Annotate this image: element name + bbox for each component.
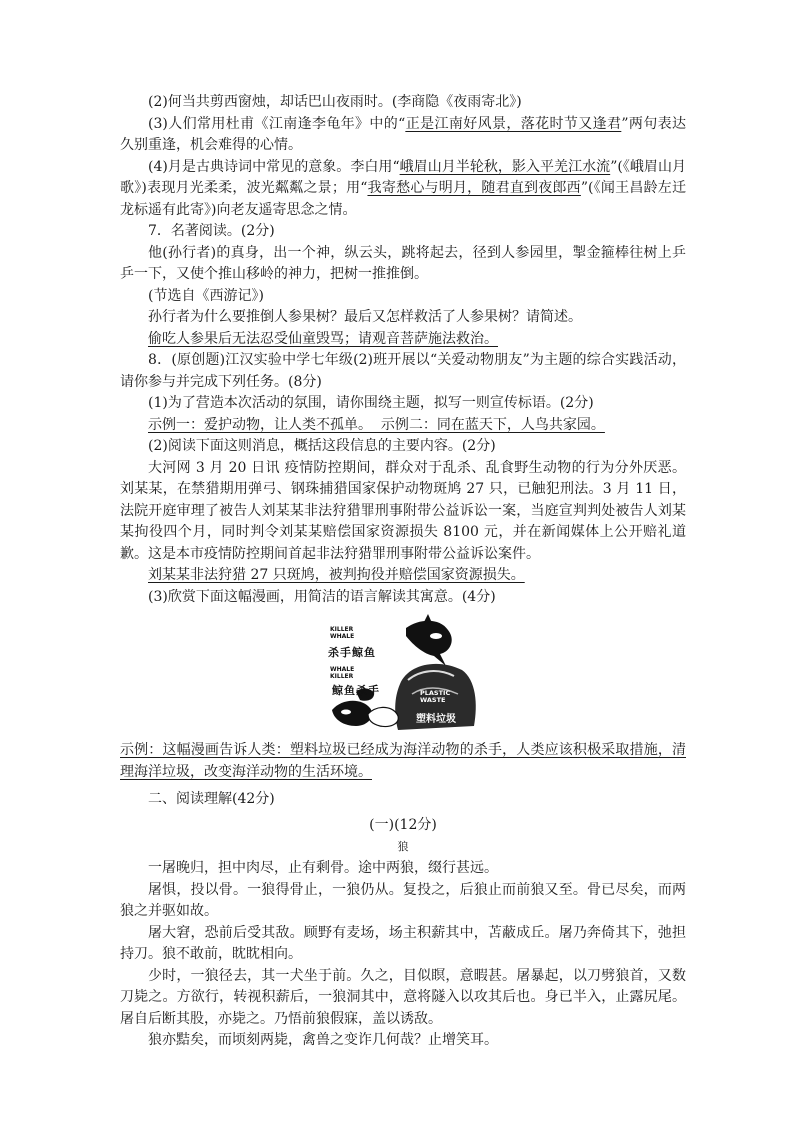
section-2-heading: 二、阅读理解(42分) bbox=[148, 791, 275, 807]
question-8-3-answer: 示例：这幅漫画告诉人类：塑料垃圾已经成为海洋动物的杀手，人类应该积极采取措施，清理海洋垃圾，改变海洋动物的生活环境。 bbox=[120, 742, 686, 780]
wolf-para-2: 屠惧，投以骨。一狼得骨止，一狼仍从。复投之，后狼止而前狼又至。骨已尽矣，而两狼之并驱如故。 bbox=[120, 881, 686, 919]
plastic-waste-en: PLASTIC WASTE bbox=[420, 689, 451, 704]
answer-fill: 我寄愁心与明月，随君直到夜郎西 bbox=[367, 180, 581, 196]
question-8-heading: 8．(原创题)江汉实验中学七年级(2)班开展以“关爱动物朋友”为主题的综合实践活动，请你参与并完成下列任务。(8分) bbox=[120, 352, 686, 390]
question-8-1-answer: 示例一：爱护动物，让人类不孤单。 示例二：同在蓝天下，人鸟共家园。 bbox=[148, 416, 605, 433]
answer-line-4: (4)月是古典诗词中常见的意象。李白用“峨眉山月半轮秋，影入平羌江水流”(《峨眉山月歌》)表现月光柔柔，波光粼粼之景；用“我寄愁心与明月，随君直到夜郎西”(《闻王昌龄左迁龙标遥有此寄》)向老友遥寄思念之情。 bbox=[120, 158, 687, 218]
question-7-answer: 偷吃人参果后无法忍受仙童毁骂；请观音菩萨施法救治。 bbox=[148, 330, 498, 347]
wolf-para-3: 屠大窘，恐前后受其敌。顾野有麦场，场主积薪其中，苫蔽成丘。屠乃奔倚其下，弛担持刀。狼不敢前，眈眈相向。 bbox=[120, 924, 686, 962]
question-7-excerpt: 他(孙行者)的真身，出一个神，纵云头，跳将起去，径到人参园里，掣金箍棒往树上乒乒一下，又使个推山移岭的神力，把树一推推倒。 bbox=[120, 244, 686, 282]
question-8-1: (1)为了营造本次活动的氛围，请你围绕主题，拟写一则宣传标语。(2分) bbox=[148, 395, 594, 411]
answer-fill: 峨眉山月半轮秋，影入平羌江水流 bbox=[399, 158, 611, 175]
plastic-waste-cn: 塑料垃圾 bbox=[416, 714, 456, 725]
part-1-heading: (一)(12分) bbox=[369, 816, 437, 833]
wolf-para-1: 一屠晚归，担中肉尽，止有剩骨。途中两狼，缀行甚远。 bbox=[148, 860, 498, 876]
question-8-2-answer: 刘某某非法狩猎 27 只斑鸠，被判拘役并赔偿国家资源损失。 bbox=[148, 567, 525, 583]
news-excerpt: 大河网 3 月 20 日讯 疫情防控期间，群众对于乱杀、乱食野生动物的行为分外厌恶。刘某某，在禁猎期用弹弓、钢珠捕猎国家保护动物斑鸠 27 只，已触犯刑法。3 月 11 日，法院开庭审理了被告人刘某某非法狩猎罪刑事附带公益诉讼一案，当庭宣判判处被告人刘某某拘役四个月，同时判令刘某某赔偿国家资源损失 8100 元，并在新闻媒体上公开赔礼道歉。这是本市疫情防控期间首起非法狩猎罪刑事附带公益诉讼案件。 bbox=[120, 459, 686, 562]
killer-whale-en: KILLER WHALE bbox=[330, 626, 355, 640]
whale-killer-cn: 鲸鱼杀手 bbox=[332, 684, 380, 697]
wolf-para-4: 少时，一狼径去，其一犬坐于前。久之，目似瞑，意暇甚。屠暴起，以刀劈狼首，又数刀毙之。方欲行，转视积薪后，一狼洞其中，意将隧入以攻其后也。身已半入，止露尻尾。屠自后断其股，亦毙之。乃悟前狼假寐，盖以诱敌。 bbox=[120, 967, 686, 1027]
answer-line-2: (2)何当共剪西窗烛，却话巴山夜雨时。(李商隐《夜雨寄北》) bbox=[148, 94, 522, 110]
exam-page bbox=[120, 92, 686, 1052]
answer-fill: 正是江南好风景，落花时节又逢君 bbox=[405, 115, 622, 132]
question-7-prompt: 孙行者为什么要推倒人参果树？最后又怎样救活了人参果树？请简述。 bbox=[148, 309, 582, 325]
answer-line-3: (3)人们常用杜甫《江南逢李龟年》中的“正是江南好风景，落花时节又逢君”两句表达久别重逢，机会难得的心情。 bbox=[120, 115, 686, 153]
killer-whale-cn: 杀手鲸鱼 bbox=[328, 646, 376, 659]
question-7-source: (节选自《西游记》) bbox=[148, 287, 264, 304]
wolf-para-5: 狼亦黠矣，而顷刻两毙，禽兽之变诈几何哉？止增笑耳。 bbox=[148, 1032, 498, 1048]
question-7-heading: 7．名著阅读。(2分) bbox=[148, 223, 275, 239]
question-8-2: (2)阅读下面这则消息，概括这段信息的主要内容。(2分) bbox=[148, 438, 496, 454]
question-8-3: (3)欣赏下面这幅漫画，用简洁的语言解读其寓意。(4分) bbox=[148, 588, 496, 605]
poem-title: 狼 bbox=[397, 840, 409, 853]
whale-killer-en: WHALE KILLER bbox=[330, 666, 355, 680]
cartoon-image bbox=[328, 614, 478, 734]
